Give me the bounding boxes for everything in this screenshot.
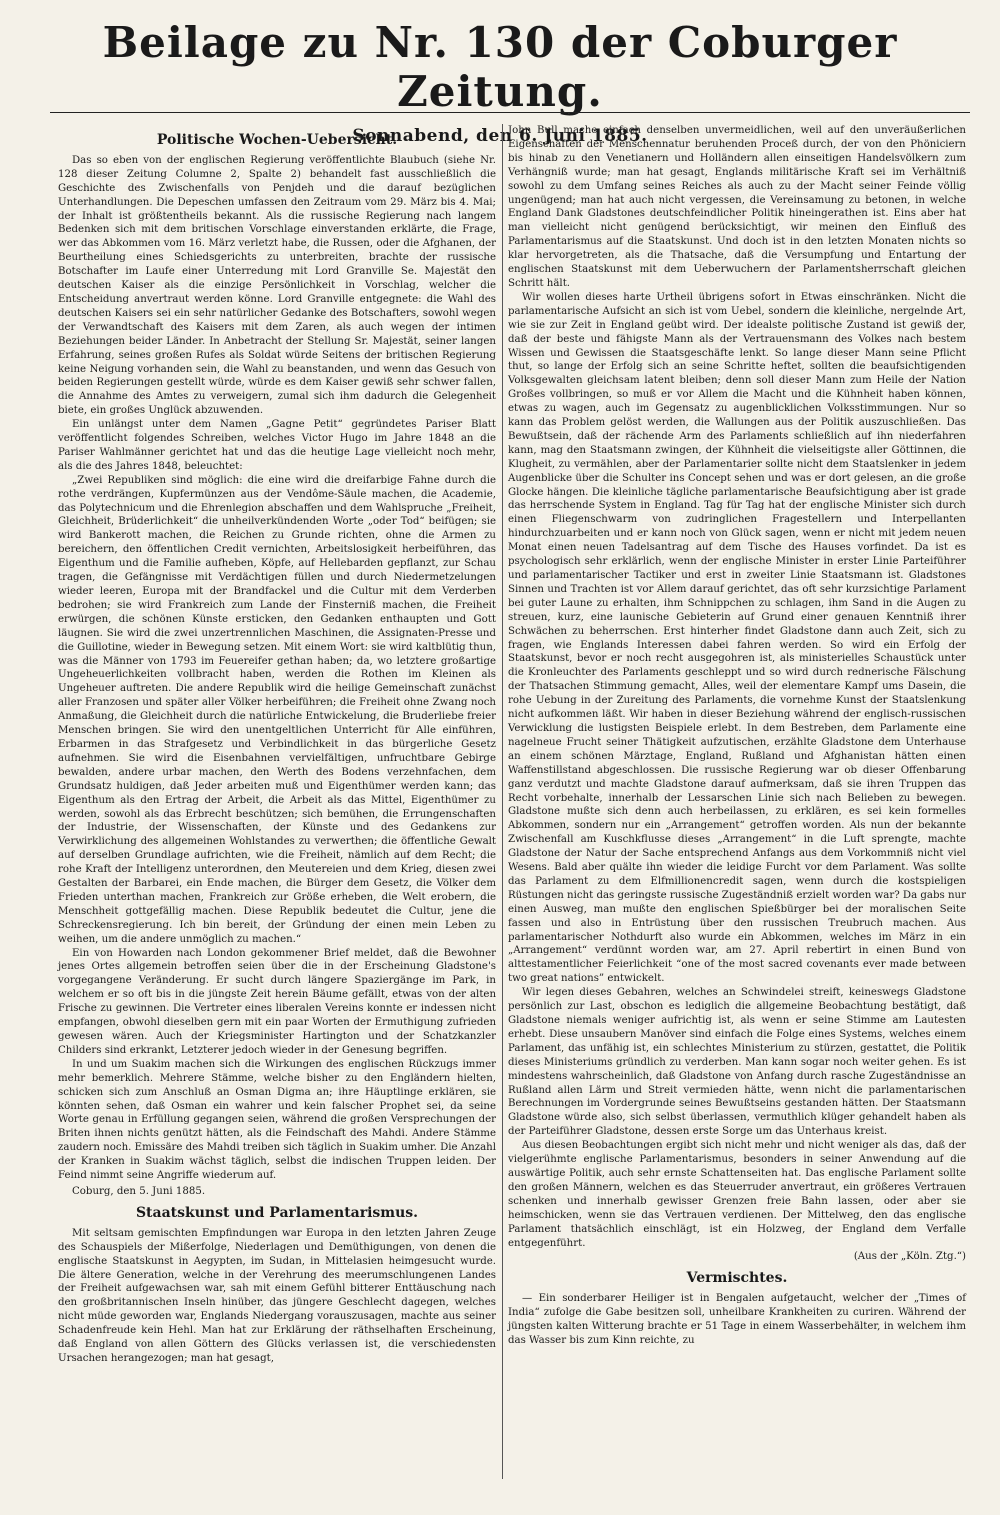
article-paragraph: Wir wollen dieses harte Urtheil übrigens sofort in Etwas einschränken. Nicht die parlamentarische Aufsicht an sich ist vom Uebel, sondern die kleinliche, nergelnde Art, wie sie zur Zeit in England geübt wird. Der idealste politische Zustand ist gewiß der, daß der beste und fähigste Mann als der Vertrauensmann des Volkes nach bestem Wissen und Gewissen die Staatsgeschäfte lenkt. So lange dieser Mann seine Pflicht thut, so lange der Erfolg sich an seine Schritte heftet, sollten die beaufsichtigenden Volksgewalten gleichsam latent bleiben; denn soll dieser Mann zum Heile der Nation Großes vollbringen, so muß er vor Allem die Macht und die Kühnheit haben können, etwas zu wagen, auch im Gegensatz zu augenblicklichen Volksstimmungen. Nur so kann das Problem gelöst werden, die Wallungen aus der Politik auszuschließen. Das Bewußtsein, daß der rächende Arm des Parlaments schließlich auf ihn niederfahren kann, mag den Staatsmann zwingen, der Kühnheit die vielseitigste aller Göttinnen, die Klugheit, zu vermählen, aber der Parlamentarier sollte nicht dem Staatslenker in jedem Augenblicke über die Schulter ins Concept sehen und was er dort gelesen, an die große Glocke hängen. Die kleinliche tägliche parlamentarische Beaufsichtigung aber ist grade das herrschende System in England. Tag für Tag hat der englische Minister sich durch einen Fliegenschwarm von zudringlichen Fragestellern und Interpellanten hindurchzuarbeiten und er kann noch von Glück sagen, wenn er nicht mit jedem neuen Monat einen neuen Tadelsantrag auf dem Tische des Hauses vorfindet. Da ist es psychologisch sehr erklärlich, wenn der englische Minister in erster Linie Parteiführer und parlamentarischer Tactiker und erst in zweiter Linie Staatsmann ist. Gladstones Sinnen und Trachten ist vor Allem darauf gerichtet, das oft sehr kurzsichtige Parlament bei guter Laune zu erhalten, ihm Schnippchen zu schlagen, ihm Sand in die Augen zu streuen, kurz, eine launische Gebieterin auf Grund einer genauen Kenntniß ihrer Schwächen zu beherrschen. Erst hinterher findet Gladstone dann auch Zeit, sich zu fragen, wie Englands Interessen dabei fahren werden. So wird ein Erfolg der Staatskunst, bevor er noch recht ausgegohren ist, als ministerielles Schaustück unter die Kronleuchter des Parlaments geschleppt und so wird durch rednerische Fälschung der Thatsachen Stimmung gemacht, Alles, weil der elementare Kampf ums Dasein, die rohe Uebung in der Zureitung des Parlaments, die vornehme Kunst der Staatslenkung nicht aufkommen läßt. Wir haben in dieser Beziehung während der englisch-russischen Verwicklung die lustigsten Beispiele erlebt. In dem Bestreben, dem Parlamente eine nagelneue Frucht seiner Thätigkeit aufzutischen, erzählte Gladstone dem Unterhause an einem schönen Märztage, England, Rußland und Afghanistan hätten einen Waffenstillstand abgeschlossen. Die russische Regierung war ob dieser Offenbarung ganz verdutzt und machte Gladstone darauf aufmerksam, daß sie ihren Truppen das Recht vorbehalte, innerhalb der Lessarschen Linie sich nach Belieben zu bewegen. Gladstone mußte sich denn auch herbeilassen, zu erklären, es sei kein formelles Abkommen, sondern nur ein „Arrangement“ getroffen worden. Als nun der bekannte Zwischenfall am Kuschkflusse dieses „Arrangement“ in die Luft sprengte, machte Gladstone der Natur der Sache entsprechend Anfangs aus dem Vorkommniß nicht viel Wesens. Bald aber quälte ihn wieder die leidige Furcht vor dem Parlament. Was sollte das Parlament zu dem Elfmillionencredit sagen, wenn durch die kostspieligen Rüstungen nicht das geringste russische Zugeständniß erzielt worden war? Da gabs nur einen Ausweg, man mußte den englischen Spießbürger bei der moralischen Seite fassen und also in Entrüstung über den russischen Treubruch machen. Aus parlamentarischer Nothdurft also wurde ein Abkommen, welches im März in ein „Arrangement“ verdünnt worden war, am 27. April rebertirt in einen Bund von alttestamentlicher Feierlichkeit “one of the most sacred covenants ever made between two great nations” entwickelt. [508,291,966,985]
article-paragraph: „Zwei Republiken sind möglich: die eine wird die dreifarbige Fahne durch die rothe verdrängen, Kupfermünzen aus der Vendôme-Säule machen, die Academie, das Polytechnicum und die Ehrenlegion abschaffen und dem Wahlspruche „Freiheit, Gleichheit, Brüderlichkeit“ die unheilverkündenden Worte „oder Tod“ beifügen; sie wird Bankerott machen, die Reichen zu Grunde richten, ohne die Armen zu bereichern, den öffentlichen Credit vernichten, Arbeitslosigkeit herbeiführen, das Eigenthum und die Familie aufheben, Köpfe, auf Hellebarden gepflanzt, zur Schau tragen, die Gefängnisse mit Verdächtigen füllen und durch Niedermetzelungen wieder leeren, Europa mit der Brandfackel und die Cultur mit dem Verderben bedrohen; sie wird Frankreich zum Lande der Finsterniß machen, die Freiheit erwürgen, die schönen Künste ersticken, den Gedanken enthaupten und Gott läugnen. Sie wird die zwei unzertrennlichen Maschinen, die Assignaten-Presse und die Guillotine, wieder in Bewegung setzen. Mit einem Wort: sie wird kaltblütig thun, was die Männer von 1793 im Feuereifer gethan haben; da, wo letztere großartige Ungeheuerlichkeiten vollbracht haben, werden die Rothen im Kleinen als Ungeheuer auftreten. Die andere Republik wird die heilige Gemeinschaft zunächst aller Franzosen und später aller Völker herbeiführen; die Freiheit ohne Zwang noch Anmaßung, die Gleichheit durch die natürliche Entwickelung, die Bruderliebe freier Menschen bringen. Sie wird den unentgeltlichen Unterricht für Alle einführen, Erbarmen in das Strafgesetz und Verbindlichkeit in das bürgerliche Gesetz aufnehmen. Sie wird die Eisenbahnen vervielfältigen, unfruchtbare Gebirge bewalden, andere urbar machen, den Werth des Bodens verzehnfachen, dem Grundsatz huldigen, daß Jeder arbeiten muß und Eigenthümer werden kann; das Eigenthum als den Ertrag der Arbeit, die Arbeit als das Mittel, Eigenthümer zu werden, sowohl als das Erbrecht beschützen; sich bemühen, die Errungenschaften der Industrie, der Wissenschaften, der Künste und des Gedankens zur Verwirklichung des allgemeinen Wohlstandes zu verwerthen; die öffentliche Gewalt auf derselben Grundlage aufrichten, wie die Freiheit, nämlich auf dem Recht; die rohe Kraft der Intelligenz unterordnen, den Meutereien und dem Krieg, diesen zwei Gestalten der Barbarei, ein Ende machen, die Bürger dem Gesetz, die Völker dem Frieden unterthan machen, Frankreich zur Größe erheben, die Welt erobern, die Menschheit gottgefällig machen. Diese Republik bedeutet die Cultur, jene die Schreckensregierung. Ich bin bereit, der Gründung der einen mein Leben zu weihen, um die andere unmöglich zu machen.“ [58,474,496,945]
newspaper-title: Beilage zu Nr. 130 der Coburger Zeitung. [102,18,898,116]
column-divider [502,124,503,1479]
section-heading-politische-wochen-uebersicht: Politische Wochen-Uebersicht. [156,132,398,148]
article-paragraph: Wir legen dieses Gebahren, welches an Schwindelei streift, keineswegs Gladstone persönlich zur Last, obschon es lediglich die allgemeine Beobachtung bestätigt, daß Gladstone niemals weniger aufrichtig ist, als wenn er seine Stimme am Lautesten erhebt. Diese unsaubern Manöver sind einfach die Folge eines Systems, welches einem Parlament, das unfähig ist, ein schlechtes Ministerium zu stürzen, gestattet, die Politik dieses Ministeriums gründlich zu verderben. Man kann sogar noch weiter gehen. Es ist mindestens wahrscheinlich, daß Gladstone von Anfang durch rasche Zugeständnisse an Rußland allen Lärm und Streit vermieden hätte, wenn nicht die parlamentarischen Berechnungen im Vordergrunde seines Bewußtseins gestanden hätten. Der Staatsmann Gladstone würde also, sich selbst überlassen, vermuthlich klüger gehandelt haben als der Parteiführer Gladstone, dessen erste Sorge um das Unterhaus kreist. [508,987,966,1138]
article-paragraph: John Bull mache einfach denselben unvermeidlichen, weil auf den unveräußerlichen Eigenschaften der Menschennatur beruhenden Proceß durch, der von den Phöniciern bis hinab zu den Venetianern und Holländern allen einseitigen Handelsvölkern zum Verhängniß wurde; man hat gesagt, Englands militärische Kraft sei im Verhältniß sowohl zu dem Umfang seines Reiches als auch zu der Macht seiner Feinde völlig ungenügend; man hat auch nicht vergessen, die Vereinsamung zu betonen, in welche England Dank Gladstones deutschfeindlicher Politik hineingerathen ist. Eins aber hat man vielleicht nicht genügend berücksichtigt, wir meinen den Einfluß des Parlamentarismus auf die Staatskunst. Und doch ist in den letzten Monaten nichts so klar hervorgetreten, als die Thatsache, daß die Versumpfung und Entartung der englischen Staatskunst mit dem Ueberwuchern der Parlamentsherrschaft gleichen Schritt hält. [508,125,966,289]
section-heading-vermischtes: Vermischtes. [686,1270,788,1287]
article-paragraph: — Ein sonderbarer Heiliger ist in Bengalen aufgetaucht, welcher der „Times of India“ zufolge die Gabe besitzen soll, unheilbare Krankheiten zu curiren. Während der jüngsten kalten Witterung brachte er 51 Tage in einem Wasserbehälter, in welchem ihm das Wasser bis zum Kinn reichte, zu [508,1293,966,1346]
article-paragraph: Das so eben von der englischen Regierung veröffentlichte Blaubuch (siehe Nr. 128 dieser Zeitung Columne 2, Spalte 2) behandelt fast ausschließlich die Geschichte des Zwischenfalls von Penjdeh und die darauf bezüglichen Unterhandlungen. Die Depeschen umfassen den Zeitraum vom 29. März bis 4. Mai; der Inhalt ist größtentheils bekannt. Als die russische Regierung nach langem Bedenken sich mit dem britischen Vorschlage einverstanden erklärte, die Frage, wer das Abkommen vom 16. März verletzt habe, die Russen, oder die Afghanen, der Beurtheilung eines Schiedsgerichts zu unterbreiten, brachte der russische Botschafter im Laufe einer Unterredung mit Lord Granville Se. Majestät den deutschen Kaiser als die einzige Persönlichkeit in Vorschlag, welcher die Entscheidung anvertraut werden könne. Lord Granville entgegnete: die Wahl des deutschen Kaisers sei ein sehr natürlicher Gedanke des Botschafters, sowohl wegen der Verwandtschaft des Kaisers mit dem Zaren, als auch wegen der intimen Beziehungen beider Länder. In Anbetracht der Stellung Sr. Majestät, seiner langen Erfahrung, seines großen Rufes als Soldat würde Seitens der britischen Regierung keine Neigung vorhanden sein, die Wahl zu beanstanden, und wenn das Gesuch von beiden Regierungen gestellt würde, würde es dem Kaiser gewiß sehr schwer fallen, die Annahme des Amtes zu verweigern, zumal sich ihm dadurch die Gelegenheit biete, ein großes Unglück abzuwenden. [58,154,496,417]
right-column [508,124,966,1348]
article-paragraph: Ein unlängst unter dem Namen „Gagne Petit“ gegründetes Pariser Blatt veröffentlicht folgendes Schreiben, welches Victor Hugo im Jahre 1848 an die Pariser Wahlmänner gerichtet hat und das die heutige Lage vielleicht noch mehr, als die des Jahres 1848, beleuchtet: [58,419,496,472]
article-paragraph: Mit seltsam gemischten Empfindungen war Europa in den letzten Jahren Zeuge des Schauspiels der Mißerfolge, Niederlagen und Demüthigungen, von denen die englische Staatskunst in Aegypten, im Sudan, in Mittelasien heimgesucht wurde. Die ältere Generation, welche in der Verehrung des meerumschlungenen Landes der Freiheit aufgewachsen war, sah mit einem Gefühl bitterer Enttäuschung nach den großbritannischen Inseln hinüber, das jüngere Geschlecht dagegen, welches nicht müde geworden war, Englands Niedergang vorauszusagen, machte aus seiner Schadenfreude kein Hehl. Man hat zur Erklärung der räthselhaften Erscheinung, daß England von allen Göttern des Glücks verlassen ist, die verschiedensten Ursachen herangezogen; man hat gesagt, [58,1227,496,1364]
issue-date: Sonnabend, den 6. Juni 1885. [352,126,648,146]
article-paragraph: Aus diesen Beobachtungen ergibt sich nicht mehr und nicht weniger als das, daß der vielgerühmte englische Parlamentarismus, besonders in seiner Anwendung auf die auswärtige Politik, auch sehr ernste Schattenseiten hat. Das englische Parlament sollte den großen Männern, welchen es das Steuerruder anvertraut, ein größeres Vertrauen schenken und innerhalb gewisser Grenzen freie Bahn lassen, oder aber sie heimschicken, wenn sie das Vertrauen verdienen. Der Mittelweg, den das englische Parlament thatsächlich einschlägt, ist ein Holzweg, der England dem Verfalle entgegenführt. [508,1140,966,1249]
section-heading-staatskunst: Staatskunst und Parlamentarismus. [135,1204,419,1221]
masthead-rule [50,112,970,113]
article-source: (Aus der „Köln. Ztg.“) [853,1251,966,1263]
article-paragraph: Ein von Howarden nach London gekommener Brief meldet, daß die Bewohner jenes Ortes allgemein betroffen seien über die in der Erscheinung Gladstone's vorgegangene Veränderung. Er sucht durch längere Spaziergänge im Park, in welchem er so oft bis in die jüngste Zeit herein Bäume gefällt, etwas von der alten Frische zu gewinnen. Die Vertreter eines liberalen Vereins konnte er indessen nicht empfangen, obwohl dieselben gern mit ein paar Worten der Ermuthigung zufrieden gewesen wären. Auch der Kriegsminister Hartington und der Schatzkanzler Childers sind erkrankt, Letzterer jedoch wieder in der Genesung begriffen. [58,947,496,1056]
article-paragraph: In und um Suakim machen sich die Wirkungen des englischen Rückzugs immer mehr bemerklich. Mehrere Stämme, welche bisher zu den Engländern hielten, schicken sich zum Anschluß an Osman Digma an; ihre Häuptlinge erklären, sie könnten sehen, daß Osman ein wahrer und kein falscher Prophet sei, da seine Worte genau in Erfüllung gegangen seien, während die großen Versprechungen der Briten ihnen nichts genützt hätten, als die Feindschaft des Mahdi. Andere Stämme zaudern noch. Emissäre des Mahdi treiben sich täglich in Suakim umher. Die Anzahl der Kranken in Suakim wächst täglich, selbst die indischen Truppen leiden. Der Feind nimmt seine Angriffe wiederum auf. [58,1058,496,1182]
left-column [58,126,496,1366]
dateline: Coburg, den 5. Juni 1885. [72,1185,206,1197]
